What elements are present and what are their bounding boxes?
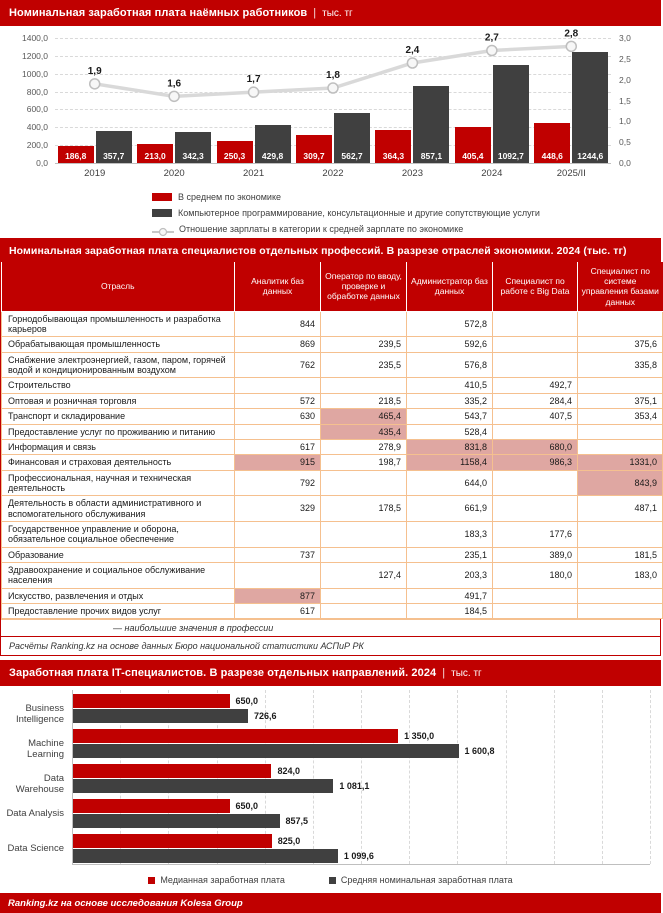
value-cell: 183,3 [407,521,493,547]
value-cell: 869 [235,337,321,352]
ratio-value-label: 2,8 [564,28,579,40]
legend-swatch [148,877,155,884]
legend-label: Компьютерное программирование, консультационные и другие сопутствующие услуги [178,208,540,218]
bar-value-label: 1092,7 [497,151,524,161]
industry-cell: Профессиональная, научная и техническая деятельность [2,470,235,496]
x-gridline [506,690,507,864]
column-header: Отрасль [2,262,235,311]
bar-value-label: 309,7 [303,150,325,161]
legend-item [152,189,661,205]
footer-source-text: Ranking.kz на основе исследования Kolesa Group [8,897,243,909]
combo-chart [0,26,661,184]
left-axis-tick: 1200,0 [22,50,48,61]
table-row [2,455,663,470]
value-cell: 178,5 [321,496,407,522]
value-cell: 284,4 [493,393,578,408]
left-axis-tick: 1000,0 [22,68,48,79]
value-cell: 335,2 [407,393,493,408]
professions-table-section [0,238,661,656]
value-cell: 592,6 [407,337,493,352]
value-cell: 576,8 [407,352,493,378]
value-cell: 737 [235,547,321,562]
value-cell: 528,4 [407,424,493,439]
industry-cell: Здравоохранение и социальное обслуживание населения [2,562,235,588]
value-cell: 1331,0 [578,455,663,470]
value-cell [493,496,578,522]
table-row [2,603,663,618]
legend-label: Отношение зарплаты в категории к средней зарплате по экономике [179,224,464,234]
value-cell: 410,5 [407,378,493,393]
value-cell [578,603,663,618]
value-cell [578,424,663,439]
top-chart-header [0,0,661,26]
table-head [2,262,663,311]
bar-value-label: 857,5 [285,816,309,827]
table-row [2,393,663,408]
x-axis-label: 2022 [322,168,344,179]
ratio-line-marker [328,83,338,93]
category-label: Machine Learning [27,738,64,761]
left-axis-tick: 200,0 [26,140,48,151]
left-axis-tick: 1400,0 [22,33,48,43]
industry-cell: Государственное управление и оборона, обязательное социальное обеспечение [2,521,235,547]
value-cell: 543,7 [407,409,493,424]
table-row [2,352,663,378]
bar-value-label: 429,8 [261,151,284,161]
bar-value-label: 726,6 [253,711,277,722]
industry-cell: Информация и связь [2,439,235,454]
bar-value-label: 650,0 [235,801,259,812]
value-cell: 407,5 [493,409,578,424]
bar-value-label: 857,1 [420,150,443,161]
table-source-note: Расчёты Ranking.kz на основе данных Бюро национальной статистики АСПиР РК [1,636,660,655]
left-axis-tick: 400,0 [26,122,48,133]
right-axis-tick: 0,0 [619,158,631,168]
header-row [2,262,663,311]
value-cell [493,603,578,618]
value-cell: 487,1 [578,496,663,522]
bottom-title-divider: | [442,667,446,680]
value-cell [493,470,578,496]
bottom-chart-unit: тыс. тг [451,667,482,679]
value-cell: 1158,4 [407,455,493,470]
bar-value-label: 650,0 [235,696,259,707]
x-axis-label: 2019 [84,168,106,179]
value-cell: 617 [235,439,321,454]
x-gridline [554,690,555,864]
value-cell: 353,4 [578,409,663,424]
value-cell: 278,9 [321,439,407,454]
median-bar [73,834,272,848]
top-chart-title: Номинальная заработная плата наёмных работников [9,7,308,19]
line-legend-marker [152,224,174,234]
ratio-value-label: 1,6 [167,78,182,90]
ratio-value-label: 2,7 [484,32,499,44]
value-cell: 375,1 [578,393,663,408]
table-body [2,311,663,619]
value-cell [235,521,321,547]
x-axis-label: 2020 [163,168,185,179]
median-bar [73,799,230,813]
page-footer [0,893,661,913]
x-axis-label: 2024 [481,168,503,179]
table-row [2,439,663,454]
industry-cell: Снабжение электроэнергией, газом, паром, горячей водой и кондиционированным воздухом [2,352,235,378]
bar-value-label: 448,6 [541,150,563,161]
bar-value-label: 405,4 [462,150,484,161]
legend-label: Медианная заработная плата [160,875,285,886]
right-axis-tick: 2,5 [619,53,631,64]
legend-item [148,875,285,885]
bar-value-label: 342,3 [182,151,204,161]
value-cell: 680,0 [493,439,578,454]
value-cell: 843,9 [578,470,663,496]
value-cell: 389,0 [493,547,578,562]
legend-swatch [152,193,172,201]
right-axis-tick: 1,0 [619,116,631,127]
table-row [2,337,663,352]
column-header: Администратор баз данных [407,262,493,311]
value-cell [493,311,578,337]
x-gridline [457,690,458,864]
industry-cell: Искусство, развлечения и отдых [2,588,235,603]
it-salaries-legend [0,872,661,888]
value-cell [578,311,663,337]
value-cell: 492,7 [493,378,578,393]
industry-cell: Предоставление услуг по проживанию и питанию [2,424,235,439]
value-cell: 831,8 [407,439,493,454]
bottom-chart-title: Заработная плата IT-специалистов. В разрезе отдельных направлений. 2024 [9,667,437,680]
industry-cell: Обрабатывающая промышленность [2,337,235,352]
value-cell: 239,5 [321,337,407,352]
industry-cell: Деятельность в области административного и вспомогательного обслуживания [2,496,235,522]
industry-cell: Образование [2,547,235,562]
value-cell [321,378,407,393]
professions-salary-table [1,262,663,619]
average-bar [73,814,280,828]
bar-value-label: 1 350,0 [404,731,435,742]
legend-item-line [152,221,661,237]
value-cell [321,521,407,547]
bar-value-label: 357,7 [103,151,125,161]
value-cell [493,352,578,378]
column-header: Оператор по вводу, проверке и обработке данных [321,262,407,311]
table-row [2,470,663,496]
value-cell: 235,5 [321,352,407,378]
value-cell [493,424,578,439]
bar-value-label: 364,3 [382,150,405,161]
combo-chart-legend [0,184,661,236]
right-axis-tick: 1,5 [619,95,631,106]
value-cell: 877 [235,588,321,603]
value-cell: 180,0 [493,562,578,588]
left-axis-tick: 800,0 [26,86,48,97]
bar-value-label: 213,0 [144,150,166,161]
right-axis-tick: 2,0 [619,74,631,85]
table-header [1,239,660,262]
bar-value-label: 825,0 [277,836,301,847]
value-cell [578,378,663,393]
table-row [2,311,663,337]
legend-item [329,875,513,885]
average-bar [73,779,333,793]
ratio-value-label: 2,4 [405,45,420,56]
value-cell: 792 [235,470,321,496]
table-row [2,496,663,522]
value-cell: 435,4 [321,424,407,439]
value-cell: 844 [235,311,321,337]
value-cell: 630 [235,409,321,424]
it-salaries-chart [0,686,661,872]
left-axis-tick: 0,0 [36,158,48,168]
table-row [2,409,663,424]
x-gridline [409,690,410,864]
legend-swatch [329,877,336,884]
value-cell [493,337,578,352]
category-label: Data Science [7,843,64,855]
right-axis-tick: 0,5 [619,137,631,148]
value-cell [321,547,407,562]
median-bar [73,729,398,743]
value-cell: 183,0 [578,562,663,588]
table-row [2,562,663,588]
top-title-divider: | [313,7,317,19]
value-cell [493,588,578,603]
column-header: Аналитик баз данных [235,262,321,311]
ratio-line-marker [407,58,417,68]
value-cell: 491,7 [407,588,493,603]
industry-cell: Строительство [2,378,235,393]
ratio-value-label: 1,9 [87,65,102,77]
ratio-line-marker [90,79,100,89]
x-axis-label: 2023 [401,168,423,179]
value-cell [321,588,407,603]
bar-value-label: 1 600,8 [464,746,495,757]
table-highlight-note: — наибольшие значения в профессии [1,619,660,636]
legend-label: В среднем по экономике [178,192,281,202]
x-axis-label: 2021 [242,168,265,179]
value-cell: 375,6 [578,337,663,352]
value-cell [235,378,321,393]
table-row [2,424,663,439]
value-cell: 235,1 [407,547,493,562]
left-axis-tick: 600,0 [26,104,48,115]
average-bar [73,709,248,723]
value-cell: 572 [235,393,321,408]
x-gridline [602,690,603,864]
value-cell: 177,6 [493,521,578,547]
industry-cell: Транспорт и складирование [2,409,235,424]
ratio-line-marker [169,91,179,101]
value-cell: 644,0 [407,470,493,496]
table-row [2,521,663,547]
value-cell: 184,5 [407,603,493,618]
x-gridline [313,690,314,864]
value-cell: 181,5 [578,547,663,562]
value-cell: 127,4 [321,562,407,588]
legend-label: Средняя номинальная заработная плата [340,875,513,886]
value-cell: 335,8 [578,352,663,378]
ratio-line-layer [0,26,661,184]
category-label: Business Intelligence [15,703,64,726]
right-axis-tick: 3,0 [619,33,631,43]
x-gridline [650,690,651,864]
bar-value-label: 824,0 [277,766,300,777]
x-axis-label: 2025/II [556,168,586,179]
industry-cell: Оптовая и розничная торговля [2,393,235,408]
top-chart-unit: тыс. тг [322,7,353,19]
bar-value-label: 562,7 [341,150,363,161]
industry-cell: Горнодобывающая промышленность и разработка карьеров [2,311,235,337]
value-cell [578,521,663,547]
value-cell [578,588,663,603]
legend-item [152,205,661,221]
bar-value-label: 1 099,6 [343,851,374,862]
table-row [2,547,663,562]
bar-value-label: 1 081,1 [339,781,370,792]
ratio-value-label: 1,8 [326,70,340,81]
bar-value-label: 186,8 [65,150,87,161]
average-bar [73,744,459,758]
value-cell: 203,3 [407,562,493,588]
average-bar [73,849,338,863]
category-label: Data Warehouse [15,773,64,796]
legend-swatch [152,209,172,217]
value-cell: 218,5 [321,393,407,408]
bar-value-label: 250,3 [223,150,246,161]
bottom-chart-header [0,660,661,686]
value-cell: 198,7 [321,455,407,470]
value-cell: 329 [235,496,321,522]
value-cell: 572,8 [407,311,493,337]
median-bar [73,764,271,778]
median-bar [73,694,230,708]
industry-cell: Предоставление прочих видов услуг [2,603,235,618]
value-cell [321,603,407,618]
value-cell: 617 [235,603,321,618]
value-cell [321,470,407,496]
table-title: Номинальная заработная плата специалистов отдельных профессий. В разрезе отраслей экономики. 2024 (тыс. тг) [9,244,627,257]
ratio-line-marker [249,87,259,97]
x-axis-line [72,864,650,865]
value-cell: 762 [235,352,321,378]
ratio-line-marker [566,41,576,51]
value-cell [578,439,663,454]
value-cell: 661,9 [407,496,493,522]
value-cell [321,311,407,337]
column-header: Специалист по работе с Big Data [493,262,578,311]
value-cell: 465,4 [321,409,407,424]
value-cell [235,424,321,439]
value-cell: 915 [235,455,321,470]
ratio-line-marker [487,46,497,56]
industry-cell: Финансовая и страховая деятельность [2,455,235,470]
bar-value-label: 1244,6 [577,151,604,161]
value-cell [235,562,321,588]
ratio-value-label: 1,7 [246,74,261,86]
table-row [2,378,663,393]
column-header: Специалист по системе управления базами данных [578,262,663,311]
x-gridline [361,690,362,864]
table-row [2,588,663,603]
category-label: Data Analysis [6,808,64,820]
value-cell: 986,3 [493,455,578,470]
